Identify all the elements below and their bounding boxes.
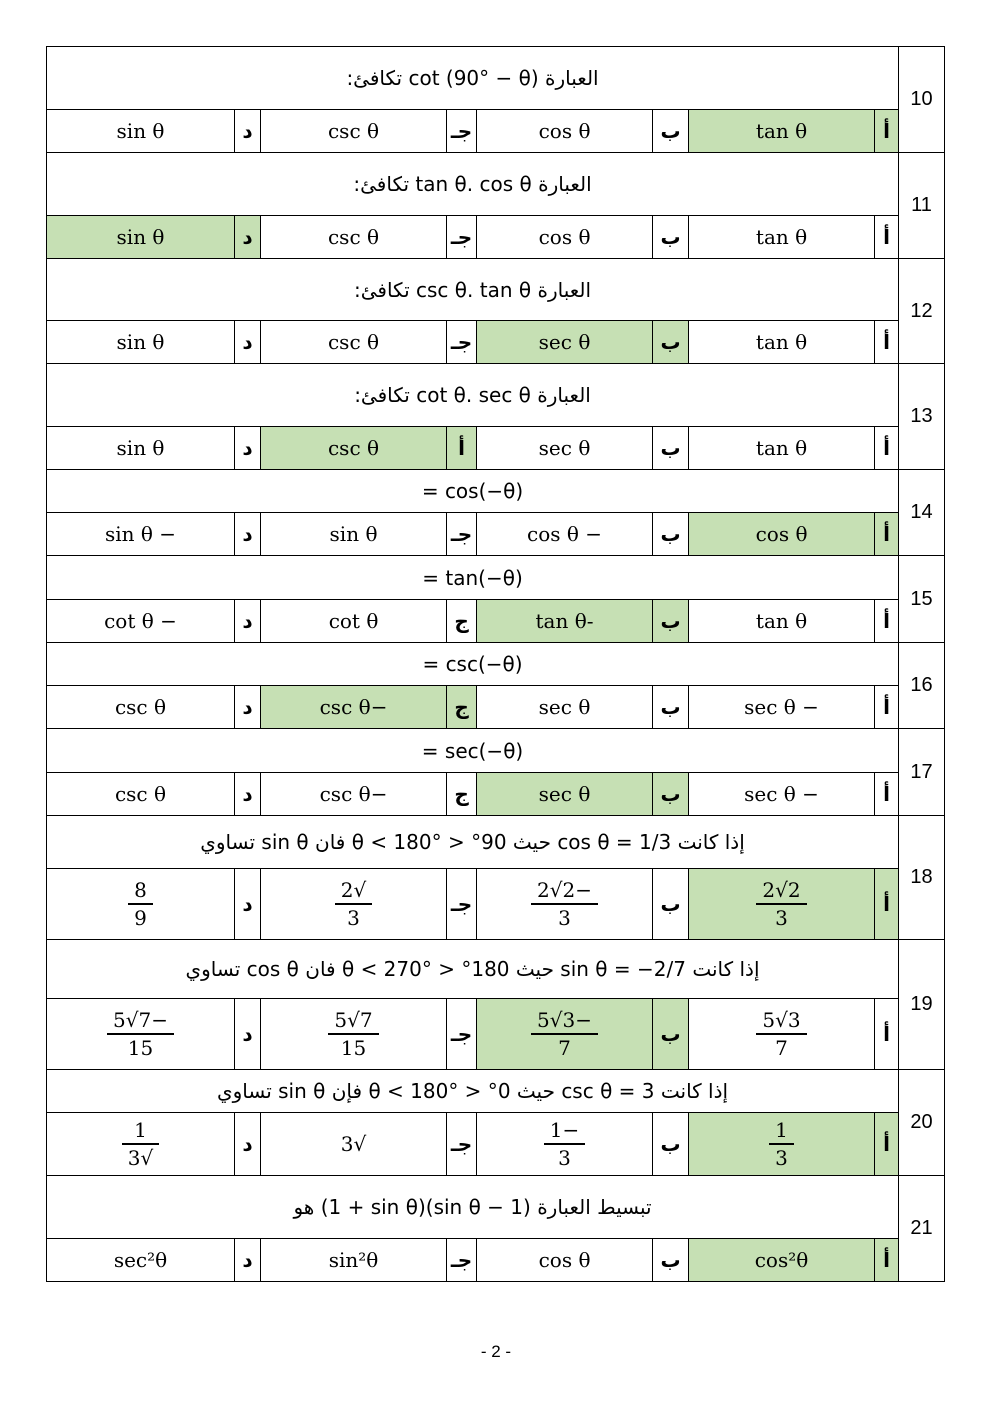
option-letter: د [235,869,261,940]
question-number: 19 [899,940,945,1070]
option-value[interactable] [261,869,447,940]
option-value[interactable]: csc θ [261,321,447,364]
questions-table [46,46,945,1282]
option-letter: د [235,600,261,643]
option-value-correct[interactable]: sec θ [477,773,653,816]
option-letter: ب [653,686,689,729]
fraction-numerator: 3√5 [762,1007,801,1032]
fraction-numerator: 1 [775,1117,788,1142]
question-options-row [47,110,945,153]
option-value[interactable]: sec θ [477,686,653,729]
option-value[interactable]: cos θ [477,1239,653,1282]
option-letter: جـ [447,216,477,259]
fraction-numerator: −2√2 [537,877,593,902]
option-letter: د [235,686,261,729]
option-value-correct[interactable]: csc θ [261,427,447,470]
question-stem-row [47,47,945,110]
fraction-numerator: 7√5 [334,1007,373,1032]
question-number: 20 [899,1070,945,1176]
option-letter: ب [653,600,689,643]
option-value[interactable] [477,1113,653,1176]
option-value[interactable]: − cos θ [477,513,653,556]
option-value[interactable]: sin²θ [261,1239,447,1282]
option-value[interactable]: tan θ [689,427,875,470]
fraction-numerator: 8 [134,877,147,902]
option-value[interactable] [47,869,235,940]
option-value-correct[interactable]: tan θ [689,110,875,153]
option-letter: أ [875,999,899,1070]
option-letter: أ [875,686,899,729]
option-letter: ب [653,999,689,1070]
option-letter: د [235,110,261,153]
question-options-row [47,1113,945,1176]
fraction-denominator: 3 [335,903,372,931]
option-letter: أ [447,427,477,470]
question-options-row [47,999,945,1070]
question-stem: العبارة cot θ. sec θ تكافئ: [47,364,899,427]
option-value[interactable]: sec²θ [47,1239,235,1282]
question-stem-row [47,153,945,216]
option-letter: ب [653,427,689,470]
question-stem: csc(−θ) = [47,643,899,686]
fraction [531,1008,598,1061]
option-letter: ب [653,1239,689,1282]
question-stem: إذا كانت cos θ = 1/3 حيث 90° < θ < 180° فان sin θ تساوي [47,816,899,869]
fraction [128,878,153,931]
question-stem: إذا كانت csc θ = 3 حيث 0° < θ < 180° فإن sin θ تساوي [47,1070,899,1113]
option-letter: أ [875,321,899,364]
fraction [335,878,372,931]
option-letter: ب [653,773,689,816]
option-value[interactable]: csc θ [47,686,235,729]
question-stem: sec(−θ) = [47,729,899,773]
option-letter: ب [653,1113,689,1176]
question-number: 18 [899,816,945,940]
question-options-row [47,869,945,940]
option-letter: د [235,321,261,364]
fraction-numerator: −3√5 [537,1007,593,1032]
fraction [544,1118,586,1171]
option-value[interactable]: sin θ [47,110,235,153]
option-letter: ب [653,321,689,364]
option-value[interactable]: csc θ [261,216,447,259]
fraction-numerator: −1 [549,1117,580,1142]
fraction-numerator: 1 [134,1117,147,1142]
option-value[interactable]: csc θ [261,110,447,153]
option-letter: جـ [447,513,477,556]
question-stem-row [47,940,945,999]
question-stem: إذا كانت sin θ = −2/7 حيث 180° < θ < 270° فان cos θ تساوي [47,940,899,999]
option-letter: أ [875,216,899,259]
option-letter: ج [447,686,477,729]
fraction [107,1008,174,1061]
option-letter: ج [447,600,477,643]
fraction-denominator: 7 [531,1033,598,1061]
option-value-correct[interactable]: sec θ [477,321,653,364]
fraction-denominator: 9 [128,903,153,931]
option-letter: جـ [447,1113,477,1176]
option-value[interactable]: tan θ [689,216,875,259]
option-value[interactable]: − sec θ [689,686,875,729]
option-value[interactable] [261,999,447,1070]
question-stem-row [47,1070,945,1113]
option-value[interactable] [689,999,875,1070]
question-options-row [47,1239,945,1282]
option-value[interactable]: − sin θ [47,513,235,556]
question-number: 10 [899,47,945,153]
question-stem: العبارة tan θ. cos θ تكافئ: [47,153,899,216]
option-value[interactable]: tan θ [689,321,875,364]
fraction [756,878,806,931]
option-letter: ب [653,513,689,556]
question-number: 17 [899,729,945,816]
fraction-numerator: √2 [340,877,367,902]
option-value-correct[interactable]: -tan θ [477,600,653,643]
question-options-row [47,427,945,470]
option-letter: أ [875,1239,899,1282]
option-value[interactable]: tan θ [689,600,875,643]
question-number: 16 [899,643,945,729]
question-options-row [47,686,945,729]
option-letter: د [235,216,261,259]
option-letter: أ [875,513,899,556]
fraction-denominator: 7 [756,1033,806,1061]
option-letter: أ [875,110,899,153]
option-value[interactable]: cos θ [477,110,653,153]
page-number: - 2 - [480,1342,512,1361]
fraction-denominator: 3 [756,903,806,931]
option-value-correct[interactable]: sin θ [47,216,235,259]
option-value-correct[interactable] [689,869,875,940]
option-value-correct[interactable]: cos θ [689,513,875,556]
question-stem-row [47,364,945,427]
question-options-row [47,773,945,816]
option-value[interactable]: √3 [261,1113,447,1176]
question-options-row [47,216,945,259]
option-letter: د [235,513,261,556]
option-value-correct[interactable]: cos²θ [689,1239,875,1282]
question-stem-row [47,729,945,773]
fraction [756,1008,806,1061]
option-letter: د [235,1239,261,1282]
option-letter: جـ [447,999,477,1070]
option-letter: ب [653,110,689,153]
question-number: 21 [899,1176,945,1282]
option-value[interactable] [477,869,653,940]
question-stem: تبسيط العبارة (1 − sin θ)(1 + sin θ) هو [47,1176,899,1239]
question-number: 14 [899,470,945,556]
option-letter: جـ [447,869,477,940]
fraction-denominator: √3 [122,1143,159,1171]
option-value[interactable]: sin θ [47,427,235,470]
fraction-numerator: 2√2 [762,877,801,902]
question-number: 13 [899,364,945,470]
question-stem-row [47,1176,945,1239]
option-value[interactable] [47,1113,235,1176]
question-options-row [47,513,945,556]
option-value[interactable]: cot θ [261,600,447,643]
question-stem-row [47,556,945,600]
question-stem: tan(−θ) = [47,556,899,600]
option-letter: أ [875,773,899,816]
fraction-numerator: −7√5 [113,1007,168,1032]
fraction [328,1008,378,1061]
option-letter: جـ [447,110,477,153]
fraction [769,1118,794,1171]
question-stem: العبارة cot (90° − θ) تكافئ: [47,47,899,110]
fraction [531,878,598,931]
question-number: 15 [899,556,945,643]
option-value[interactable]: cos θ [477,216,653,259]
question-number: 11 [899,153,945,259]
fraction-denominator: 3 [769,1143,794,1171]
option-letter: د [235,427,261,470]
option-letter: أ [875,869,899,940]
fraction-denominator: 15 [328,1033,378,1061]
option-value-correct[interactable] [689,1113,875,1176]
option-value[interactable]: − cot θ [47,600,235,643]
question-stem-row [47,470,945,513]
option-letter: ب [653,216,689,259]
fraction-denominator: 3 [531,903,598,931]
option-letter: د [235,773,261,816]
option-value-correct[interactable] [477,999,653,1070]
option-letter: جـ [447,1239,477,1282]
option-value[interactable]: sin θ [47,321,235,364]
option-letter: د [235,999,261,1070]
question-stem-row [47,643,945,686]
option-letter: جـ [447,321,477,364]
option-letter: أ [875,427,899,470]
option-value-correct[interactable]: −csc θ [261,686,447,729]
option-letter: ب [653,869,689,940]
option-letter: أ [875,600,899,643]
fraction-denominator: 15 [107,1033,174,1061]
option-value[interactable] [47,999,235,1070]
question-stem: العبارة csc θ. tan θ تكافئ: [47,259,899,321]
questions-body [47,47,945,1282]
option-letter: د [235,1113,261,1176]
fraction-denominator: 3 [544,1143,586,1171]
question-options-row [47,600,945,643]
option-value[interactable]: csc θ [47,773,235,816]
option-value[interactable]: sec θ [477,427,653,470]
question-stem: cos(−θ) = [47,470,899,513]
option-letter: ج [447,773,477,816]
option-value[interactable]: −csc θ [261,773,447,816]
question-options-row [47,321,945,364]
option-letter: أ [875,1113,899,1176]
question-number: 12 [899,259,945,364]
question-stem-row [47,259,945,321]
option-value[interactable]: sin θ [261,513,447,556]
fraction [122,1118,159,1171]
question-stem-row [47,816,945,869]
option-value[interactable]: − sec θ [689,773,875,816]
